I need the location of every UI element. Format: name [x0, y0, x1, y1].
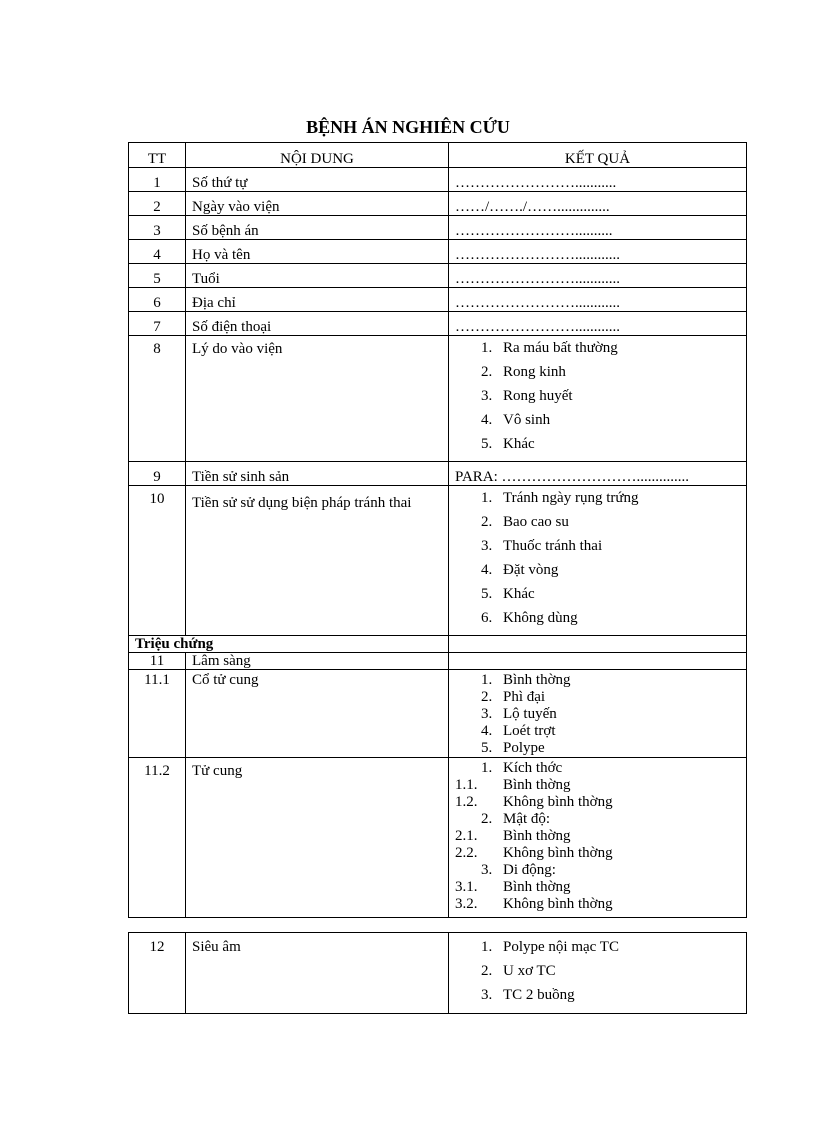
row-number: 11.2 [129, 758, 186, 918]
option-item: 3. Di động: [481, 862, 556, 878]
option-item: 3. TC 2 buồng [481, 987, 575, 1003]
reason-options [449, 336, 747, 462]
row-label: Số thứ tự [186, 168, 449, 192]
row-number: 9 [129, 462, 186, 486]
row-number: 4 [129, 240, 186, 264]
row-number: 11.1 [129, 670, 186, 758]
table-row [129, 264, 747, 288]
option-item: 3. Thuốc tránh thai [481, 538, 603, 554]
table-row [129, 462, 747, 486]
row-number: 3 [129, 216, 186, 240]
row-result-blank: ……………………............ [449, 288, 747, 312]
row-number: 6 [129, 288, 186, 312]
table-header-row [129, 143, 747, 168]
option-item: 3. Rong huyết [481, 388, 573, 404]
row-label: Lâm sàng [186, 653, 449, 670]
uterus-options [449, 758, 747, 918]
row-number: 8 [129, 336, 186, 462]
option-item: 4. Vô sinh [481, 412, 551, 428]
row-result-blank: ……………………........... [449, 168, 747, 192]
contraception-options [449, 486, 747, 636]
ultrasound-table [128, 932, 747, 1014]
cervix-options [449, 670, 747, 758]
section-heading: Triệu chứng [129, 636, 449, 653]
row-number: 5 [129, 264, 186, 288]
row-label: Tiền sử sử dụng biện pháp tránh thai [186, 486, 449, 636]
option-item: 1.1. Bình thờng [455, 777, 571, 793]
option-item: 2.2. Không bình thờng [455, 845, 613, 861]
table-row-uterus [129, 758, 747, 918]
table-row [129, 168, 747, 192]
row-label: Tuổi [186, 264, 449, 288]
row-result-blank: ……/……./…….............. [449, 192, 747, 216]
option-item: 5. Khác [481, 586, 535, 602]
option-item: 2.1. Bình thờng [455, 828, 571, 844]
row-result-blank: PARA: ……………………….............. [449, 462, 747, 486]
header-result: KẾT QUẢ [449, 143, 747, 168]
option-item: 3. Lộ tuyến [481, 706, 557, 722]
section-row [129, 636, 747, 653]
row-number: 10 [129, 486, 186, 636]
row-label: Ngày vào viện [186, 192, 449, 216]
option-item: 1. Kích thớc [481, 760, 563, 776]
row-label: Tiền sử sinh sản [186, 462, 449, 486]
header-tt: TT [129, 143, 186, 168]
row-result-blank: ……………………............ [449, 240, 747, 264]
option-item: 1. Tránh ngày rụng trứng [481, 490, 639, 506]
option-item: 5. Khác [481, 436, 535, 452]
row-number: 1 [129, 168, 186, 192]
table-row-cervix [129, 670, 747, 758]
option-item: 2. Phì đại [481, 689, 546, 705]
option-item: 2. Bao cao su [481, 514, 569, 530]
option-item: 1. Polype nội mạc TC [481, 939, 619, 955]
option-item: 5. Polype [481, 740, 545, 756]
table-row [129, 288, 747, 312]
table-row-contraception [129, 486, 747, 636]
table-row [129, 192, 747, 216]
row-label: Lý do vào viện [186, 336, 449, 462]
row-result-blank: …………………….......... [449, 216, 747, 240]
row-result-blank: ……………………............ [449, 264, 747, 288]
row-number: 7 [129, 312, 186, 336]
row-label: Tử cung [186, 758, 449, 918]
table-row [129, 240, 747, 264]
row-label: Họ và tên [186, 240, 449, 264]
option-item: 4. Loét trợt [481, 723, 556, 739]
option-item: 1.2. Không bình thờng [455, 794, 613, 810]
row-number: 11 [129, 653, 186, 670]
option-item: 2. Rong kinh [481, 364, 566, 380]
option-item: 3.2. Không bình thờng [455, 896, 613, 912]
header-content: NỘI DUNG [186, 143, 449, 168]
option-item: 1. Bình thờng [481, 672, 571, 688]
row-label: Số bệnh án [186, 216, 449, 240]
option-item: 2. U xơ TC [481, 963, 556, 979]
row-number: 2 [129, 192, 186, 216]
table-row-ultrasound [129, 933, 747, 1014]
option-item: 6. Không dùng [481, 610, 578, 626]
document-title: BỆNH ÁN NGHIÊN CỨU [306, 117, 510, 137]
record-table [128, 142, 747, 918]
option-item: 1. Ra máu bất thường [481, 340, 618, 356]
row-label: Số điện thoại [186, 312, 449, 336]
row-label: Cổ tử cung [186, 670, 449, 758]
row-label: Siêu âm [186, 933, 449, 1014]
option-item: 3.1. Bình thờng [455, 879, 571, 895]
table-row [129, 653, 747, 670]
ultrasound-options [449, 933, 747, 1014]
table-row [129, 216, 747, 240]
table-row-reason [129, 336, 747, 462]
option-item: 4. Đặt vòng [481, 562, 559, 578]
table-row [129, 312, 747, 336]
row-result-blank: ……………………............ [449, 312, 747, 336]
row-number: 12 [129, 933, 186, 1014]
row-label: Địa chỉ [186, 288, 449, 312]
option-item: 2. Mật độ: [481, 811, 551, 827]
